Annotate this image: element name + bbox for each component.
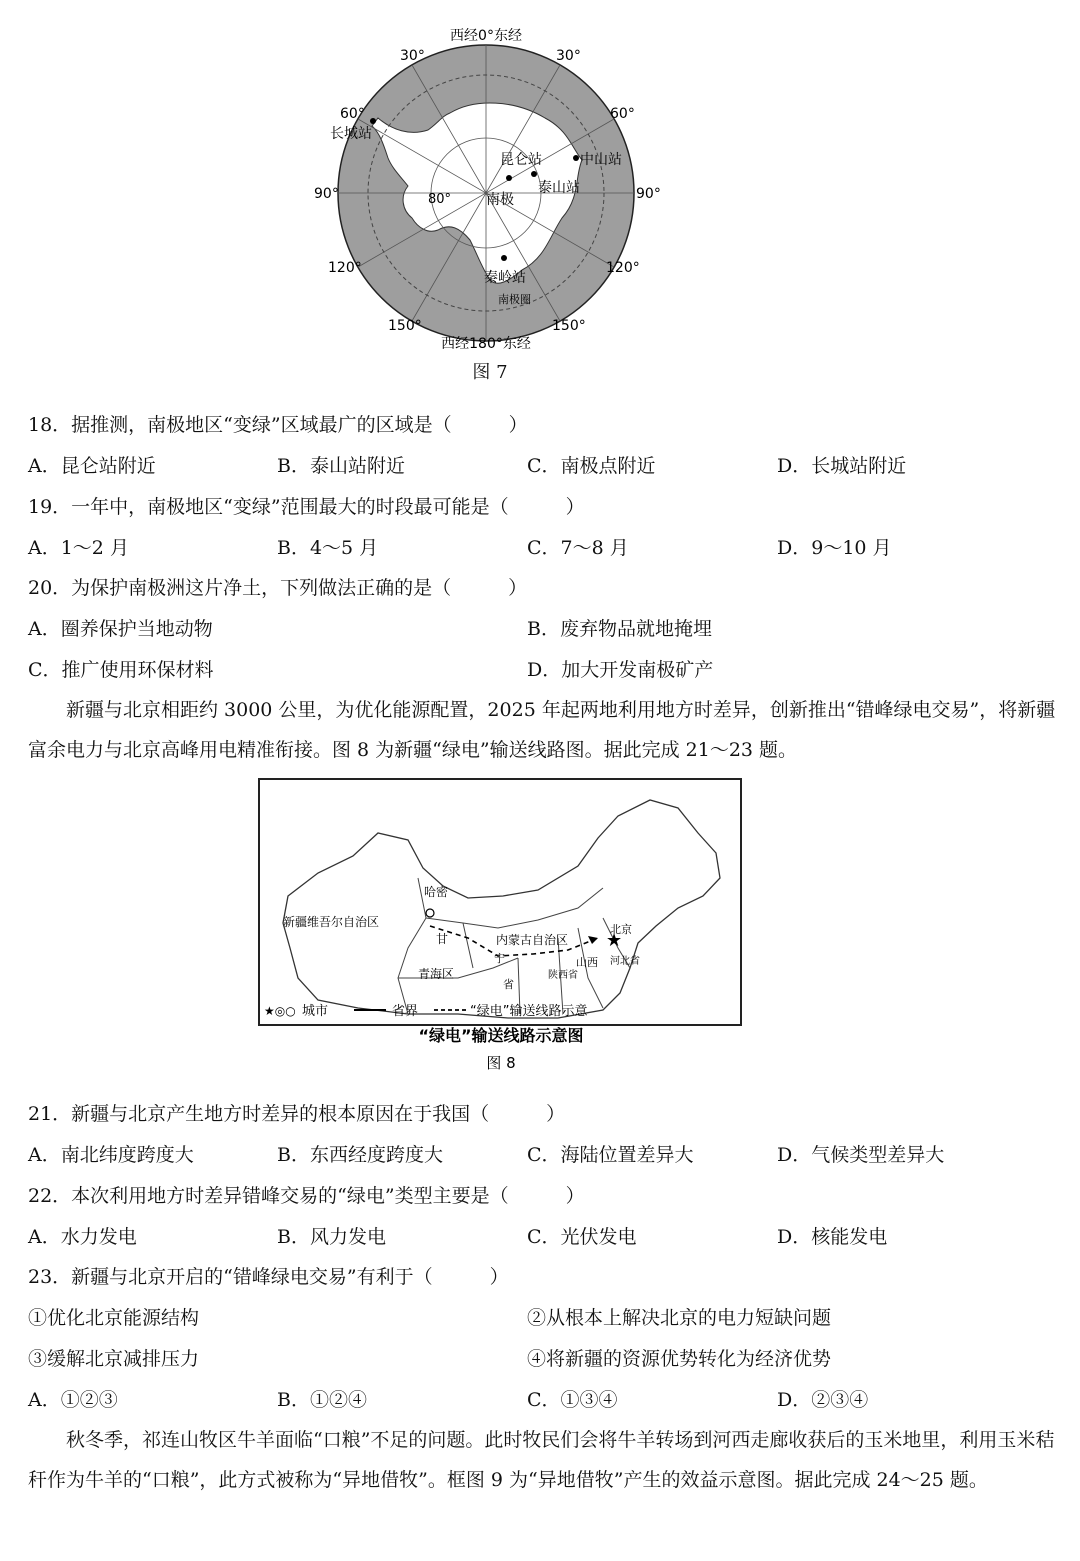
bottom-label: 西经180°东经 [441, 336, 531, 352]
shaanxi-label: 陕西省 [548, 970, 578, 981]
q23-option-c: C．①③④ [527, 1389, 618, 1411]
passage-xinjiang-beijing: 新疆与北京相距约 3000 公里，为优化能源配置，2025 年起两地利用地方时差异，创新推出“错峰绿电交易”，将新疆富余电力与北京高峰用电精准衔接。图 8 为新疆“绿电”输送线路图。据此完成 21～23 题。 [28, 699, 1056, 761]
q19-option-d: D．9～10 月 [777, 537, 892, 559]
green-power-map [258, 778, 744, 1078]
q21-option-d: D．气候类型差异大 [777, 1144, 945, 1166]
lat-80-label: 80° [428, 192, 452, 207]
lon-90-right: 90° [636, 186, 661, 202]
figure-7 [300, 18, 680, 358]
taishan-dot [531, 171, 537, 177]
zhongshan-label: 中山站 [580, 152, 622, 168]
q18-option-d: D．长城站附近 [777, 455, 907, 477]
q22-option-b: B．风力发电 [277, 1226, 386, 1248]
lon-30-left: 30° [400, 48, 425, 64]
q23-statement-2: ②从根本上解决北京的电力短缺问题 [527, 1307, 832, 1329]
hami-city-marker [426, 909, 434, 917]
q19-option-a: A．1～2 月 [28, 537, 129, 559]
sheng-label: 省 [503, 978, 514, 991]
question-21-stem: 21．新疆与北京产生地方时差异的根本原因在于我国（ ） [28, 1103, 566, 1125]
q22-option-a: A．水力发电 [28, 1226, 137, 1248]
changcheng-label: 长城站 [330, 126, 372, 142]
neimenggu-label: 内蒙古自治区 [496, 933, 569, 947]
q21-option-b: B．东西经度跨度大 [277, 1144, 443, 1166]
legend-city-label: 城市 [302, 1004, 329, 1019]
question-23-stem: 23．新疆与北京开启的“错峰绿电交易”有利于（ ） [28, 1266, 509, 1288]
question-20-stem: 20．为保护南极洲这片净土，下列做法正确的是（ ） [28, 577, 528, 599]
lon-90-left: 90° [314, 186, 339, 202]
hami-label: 哈密 [424, 885, 449, 899]
zhongshan-dot [573, 155, 579, 161]
q21-option-c: C．海陆位置差异大 [527, 1144, 694, 1166]
q22-option-d: D．核能发电 [777, 1226, 888, 1248]
lon-150-right: 150° [552, 318, 586, 334]
gan-label: 甘 [436, 932, 449, 946]
q20-option-a: A．圈养保护当地动物 [28, 618, 213, 640]
figure-7-caption: 图 7 [472, 362, 508, 383]
figure-8-caption: 图 8 [486, 1054, 516, 1072]
question-19-stem: 19．一年中，南极地区“变绿”范围最大的时段最可能是（ ） [28, 496, 585, 518]
q23-statement-3: ③缓解北京减排压力 [28, 1348, 200, 1370]
legend-border-label: 省界 [392, 1004, 419, 1019]
kunlun-dot [506, 175, 512, 181]
lon-60-right: 60° [610, 106, 635, 122]
lon-150-left: 150° [388, 318, 422, 334]
q18-option-c: C．南极点附近 [527, 455, 656, 477]
q19-option-b: B．4～5 月 [277, 537, 379, 559]
changcheng-dot [370, 118, 376, 124]
q20-option-d: D．加大开发南极矿产 [527, 659, 714, 681]
q20-option-c: C．推广使用环保材料 [28, 659, 214, 681]
antarctica-map [300, 18, 680, 358]
q20-option-b: B．废弃物品就地掩埋 [527, 618, 712, 640]
q19-option-c: C．7～8 月 [527, 537, 629, 559]
shanxi-label: 山西 [576, 956, 598, 969]
q23-option-d: D．②③④ [777, 1389, 869, 1411]
figure-8 [258, 778, 744, 1078]
taishan-label: 泰山站 [538, 180, 580, 196]
lon-60-left: 60° [340, 106, 365, 122]
q23-option-a: A．①②③ [28, 1389, 118, 1411]
q23-statement-4: ④将新疆的资源优势转化为经济优势 [527, 1348, 832, 1370]
qinghai-label: 青海区 [418, 967, 455, 981]
xinjiang-label: 新疆维吾尔自治区 [283, 915, 380, 929]
question-22-stem: 22．本次利用地方时差异错峰交易的“绿电”类型主要是（ ） [28, 1185, 585, 1207]
passage-qilian-grazing: 秋冬季，祁连山牧区牛羊面临“口粮”不足的问题。此时牧民们会将牛羊转场到河西走廊收获后的玉米地里，利用玉米秸秆作为牛羊的“口粮”，此方式被称为“异地借牧”。框图 9 为“异地借牧”产生的效益示意图。据此完成 24～25 题。 [28, 1429, 1055, 1491]
q23-option-b: B．①②④ [277, 1389, 367, 1411]
lon-30-right: 30° [556, 48, 581, 64]
legend-city-icon: ★◎○ [264, 1004, 296, 1018]
figure-8-title: “绿电”输送线路示意图 [418, 1026, 584, 1045]
q18-option-b: B．泰山站附近 [277, 455, 405, 477]
qinling-label: 秦岭站 [484, 270, 526, 286]
antarctic-circle-label: 南极圈 [498, 293, 531, 306]
kunlun-label: 昆仑站 [500, 152, 542, 168]
q21-option-a: A．南北纬度跨度大 [28, 1144, 194, 1166]
q22-option-c: C．光伏发电 [527, 1226, 637, 1248]
qinling-dot [501, 255, 507, 261]
ning-label: 宁 [494, 952, 505, 965]
beijing-star-icon: ★ [606, 930, 623, 951]
q23-statement-1: ①优化北京能源结构 [28, 1307, 200, 1329]
beijing-label: 北京 [610, 923, 632, 936]
top-label: 西经0°东经 [450, 28, 522, 44]
lon-120-right: 120° [606, 260, 640, 276]
legend-route-label: “绿电”输送线路示意 [470, 1004, 588, 1019]
hebei-label: 河北省 [610, 956, 640, 967]
lon-120-left: 120° [328, 260, 362, 276]
q18-option-a: A．昆仑站附近 [28, 455, 156, 477]
question-18-stem: 18．据推测，南极地区“变绿”区域最广的区域是（ ） [28, 414, 528, 436]
pole-label: 南极 [486, 192, 514, 208]
